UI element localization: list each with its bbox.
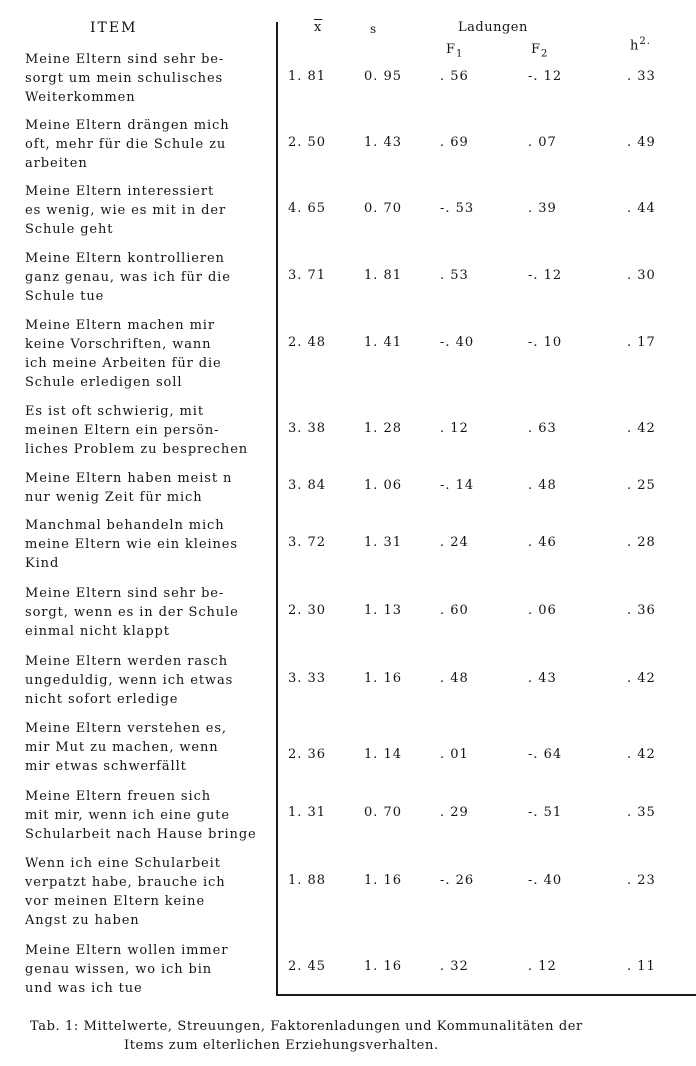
f2-value: . 63 [528,421,557,436]
f1-value: . 32 [440,959,469,974]
sd-value: 1. 16 [364,873,403,888]
header-f1-base: F [446,42,457,57]
f1-value: . 01 [440,747,469,762]
item-text: Meine Eltern sind sehr be- sorgt um mein schulisches Weiterkommen [25,52,225,105]
h2-value: . 23 [627,873,656,888]
mean-value: 1. 88 [288,873,327,888]
sd-value: 1. 13 [364,603,403,618]
sd-value: 1. 28 [364,421,403,436]
f2-value: . 07 [528,135,557,150]
header-f1 [446,42,463,60]
mean-value: 1. 31 [288,805,327,820]
sd-value: 1. 41 [364,335,403,350]
header-ladungen: Ladungen [458,20,528,35]
f1-value: . 29 [440,805,469,820]
f1-value: -. 40 [440,335,475,350]
f2-value: . 12 [528,959,557,974]
mean-value: 2. 48 [288,335,327,350]
h2-value: . 33 [627,69,656,84]
h2-value: . 42 [627,747,656,762]
sd-value: 1. 06 [364,478,403,493]
f1-value: . 53 [440,268,469,283]
f2-value: -. 64 [528,747,563,762]
h2-value: . 25 [627,478,656,493]
f1-value: . 12 [440,421,469,436]
caption-line-1: Tab. 1: Mittelwerte, Streuungen, Faktorenladungen und Kommunalitäten der [30,1019,583,1034]
f1-value: . 69 [440,135,469,150]
f1-value: -. 14 [440,478,475,493]
item-text: Wenn ich eine Schularbeit verpatzt habe, brauche ich vor meinen Eltern keine Angst zu haben [25,856,226,928]
item-text: Meine Eltern interessiert es wenig, wie es mit in der Schule geht [25,184,227,237]
f2-value: . 39 [528,201,557,216]
h2-value: . 17 [627,335,656,350]
sd-value: 1. 14 [364,747,403,762]
sd-value: 0. 95 [364,69,403,84]
caption-line-2: Items zum elterlichen Erziehungsverhalten. [124,1038,439,1053]
f2-value: -. 10 [528,335,563,350]
header-h2-sup: 2. [639,36,651,47]
f2-value: . 06 [528,603,557,618]
item-text: Meine Eltern verstehen es, mir Mut zu machen, wenn mir etwas schwerfällt [25,721,227,774]
mean-value: 2. 45 [288,959,327,974]
f2-value: -. 51 [528,805,563,820]
f2-value: -. 12 [528,268,563,283]
mean-value: 2. 36 [288,747,327,762]
h2-value: . 35 [627,805,656,820]
mean-value: 3. 84 [288,478,327,493]
h2-value: . 11 [627,959,656,974]
mean-value: 3. 38 [288,421,327,436]
sd-value: 1. 16 [364,959,403,974]
f2-value: . 46 [528,535,557,550]
f2-value: -. 40 [528,873,563,888]
mean-value: 3. 33 [288,671,327,686]
f2-value: . 48 [528,478,557,493]
sd-value: 0. 70 [364,805,403,820]
sd-value: 1. 81 [364,268,403,283]
item-text: Es ist oft schwierig, mit meinen Eltern ein persön- liches Problem zu besprechen [25,404,249,457]
header-sd: s [370,22,378,36]
item-text: Meine Eltern freuen sich mit mir, wenn ich eine gute Schularbeit nach Hause bringe [25,789,257,842]
f1-value: . 60 [440,603,469,618]
table-caption [30,1017,690,1055]
f1-value: -. 26 [440,873,475,888]
h2-value: . 30 [627,268,656,283]
item-text: Manchmal behandeln mich meine Eltern wie ein kleines Kind [25,518,238,571]
f1-value: . 48 [440,671,469,686]
item-text: Meine Eltern haben meist n nur wenig Zeit für mich [25,471,233,505]
item-text: Meine Eltern kontrollieren ganz genau, was ich für die Schule tue [25,251,231,304]
f2-value: -. 12 [528,69,563,84]
h2-value: . 28 [627,535,656,550]
bottom-rule [276,994,696,996]
mean-value: 4. 65 [288,201,327,216]
header-f1-sub: 1 [456,48,464,60]
header-mean: $\overline{x}$ [314,20,323,35]
mean-value: 3. 72 [288,535,327,550]
item-text: Meine Eltern machen mir keine Vorschriften, wann ich meine Arbeiten für die Schule erledigen soll [25,318,222,390]
h2-value: . 49 [627,135,656,150]
h2-value: . 42 [627,421,656,436]
f1-value: -. 53 [440,201,475,216]
header-f2-sub: 2 [541,48,549,60]
h2-value: . 42 [627,671,656,686]
mean-value: 2. 30 [288,603,327,618]
item-text: Meine Eltern sind sehr be- sorgt, wenn es in der Schule einmal nicht klappt [25,586,239,639]
f2-value: . 43 [528,671,557,686]
item-text: Meine Eltern wollen immer genau wissen, wo ich bin und was ich tue [25,943,229,996]
header-h2 [630,36,651,53]
item-text: Meine Eltern werden rasch ungeduldig, wenn ich etwas nicht sofort erledige [25,654,234,707]
f1-value: . 56 [440,69,469,84]
mean-value: 1. 81 [288,69,327,84]
sd-value: 1. 16 [364,671,403,686]
header-f2-base: F [531,42,542,57]
sd-value: 0. 70 [364,201,403,216]
sd-value: 1. 31 [364,535,403,550]
h2-value: . 36 [627,603,656,618]
item-text: Meine Eltern drängen mich oft, mehr für die Schule zu arbeiten [25,118,230,171]
header-item: ITEM [90,20,138,36]
header-f2 [531,42,548,60]
h2-value: . 44 [627,201,656,216]
mean-value: 2. 50 [288,135,327,150]
sd-value: 1. 43 [364,135,403,150]
mean-value: 3. 71 [288,268,327,283]
header-h2-base: h [630,38,640,54]
f1-value: . 24 [440,535,469,550]
